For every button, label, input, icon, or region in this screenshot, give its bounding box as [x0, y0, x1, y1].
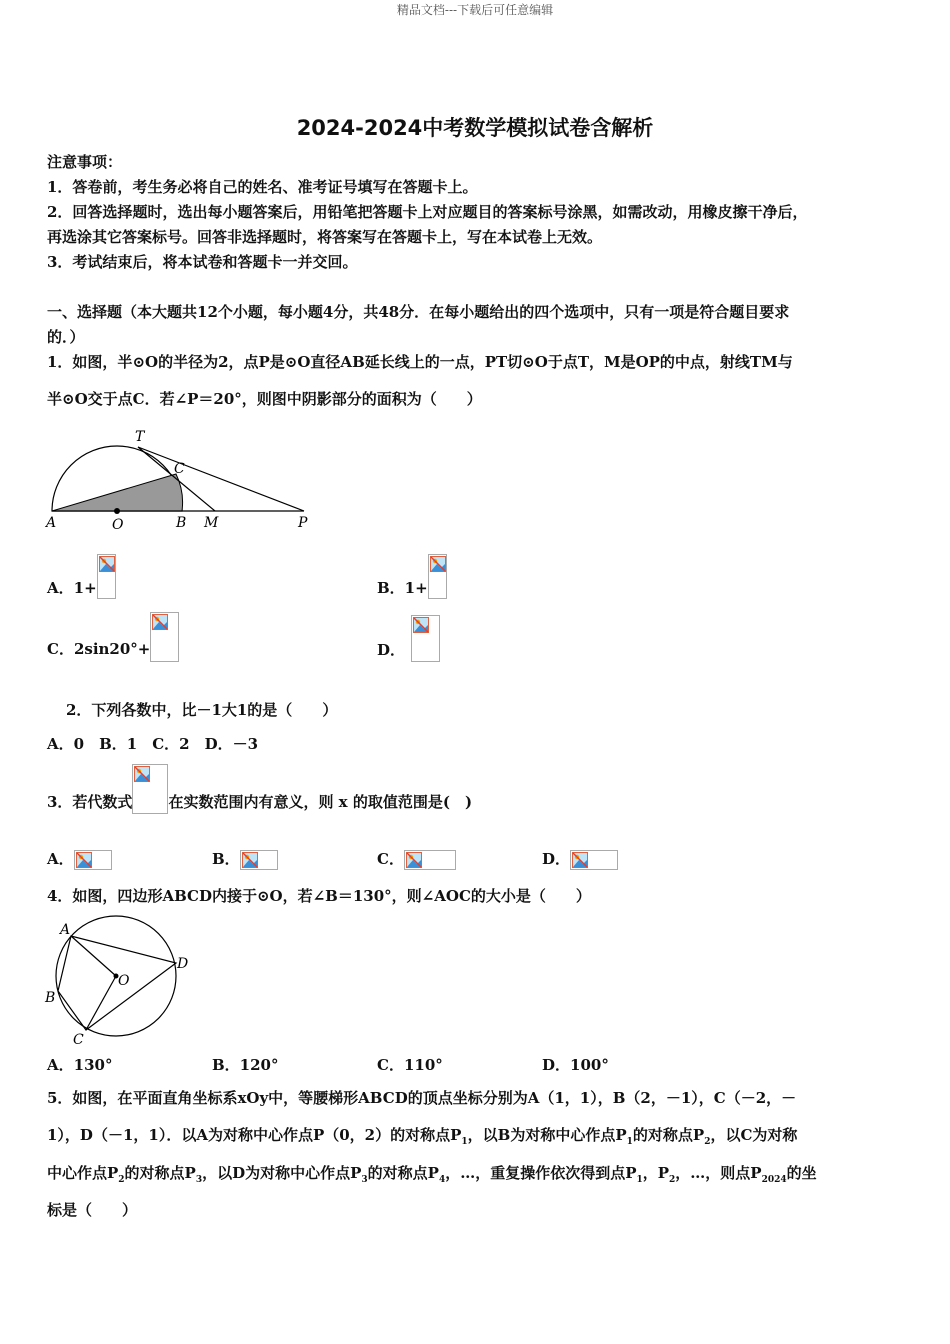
- q5-stem-line1: 5．如图，在平面直角坐标系xOy中，等腰梯形ABCD的顶点坐标分别为A（1，1），B（2，－1），C（－2，－: [47, 1089, 797, 1107]
- label-t: T: [135, 429, 145, 445]
- q1-option-d[interactable]: [377, 615, 440, 662]
- image-placeholder-icon: [132, 764, 168, 814]
- q3-option-d-label: D．: [542, 850, 571, 868]
- image-placeholder-icon: [150, 612, 179, 662]
- q3-option-a-label: A．: [47, 850, 74, 868]
- q1-option-a[interactable]: [47, 554, 116, 599]
- label-b: B: [176, 515, 187, 531]
- q2-options: A．0 B．1 C．2 D．－3: [47, 735, 259, 753]
- label-c: C: [174, 461, 185, 477]
- label-b: B: [45, 990, 56, 1006]
- q5-subscript: 2: [704, 1137, 711, 1147]
- q5-subscript: 4: [438, 1175, 446, 1185]
- q3-option-b[interactable]: [212, 848, 278, 870]
- q4-option-b[interactable]: B．120°: [212, 1056, 279, 1074]
- q5-text: ，…，重复操作依次得到点P: [445, 1164, 637, 1182]
- label-a: A: [46, 515, 57, 531]
- q5-subscript: 1: [461, 1137, 468, 1147]
- notice-item-1: 1．答卷前，考生务必将自己的姓名、准考证号填写在答题卡上。: [47, 178, 478, 196]
- label-c: C: [73, 1032, 84, 1048]
- q1-option-d-label: D．: [377, 641, 406, 659]
- q4-option-a[interactable]: A．130°: [47, 1056, 113, 1074]
- q5-text: ，以B为对称中心作点P: [467, 1126, 627, 1144]
- notice-item-2-cont: 再选涂其它答案标号。回答非选择题时，将答案写在答题卡上，写在本试卷上无效。: [47, 228, 603, 246]
- q4-stem: 4．如图，四边形ABCD内接于⊙O，若∠B＝130°，则∠AOC的大小是（ ）: [47, 887, 591, 905]
- label-o: O: [118, 973, 130, 989]
- label-p: P: [298, 515, 308, 531]
- image-placeholder-icon: [570, 850, 618, 870]
- page-header: 精品文档---下载后可任意编辑: [396, 3, 554, 17]
- q1-option-a-label: A．1+: [47, 579, 97, 597]
- notice-heading: 注意事项：: [47, 153, 123, 171]
- image-placeholder-icon: [428, 554, 447, 599]
- q5-subscript: 1: [626, 1137, 633, 1147]
- segment-oc: [86, 976, 116, 1030]
- image-placeholder-icon: [74, 850, 112, 870]
- q5-stem-line2: [47, 1125, 797, 1152]
- shaded-region: [52, 474, 183, 511]
- q3-stem-post: 在实数范围内有意义，则 x 的取值范围是( ): [168, 793, 473, 811]
- page-title: 2024-2024中考数学模拟试卷含解析: [296, 116, 654, 140]
- q3-stem: [47, 764, 472, 814]
- q5-text: 的坐: [786, 1164, 817, 1182]
- notice-item-2: 2．回答选择题时，选出每小题答案后，用铅笔把答题卡上对应题目的答案标号涂黑，如需改动，用橡皮擦干净后，: [47, 203, 808, 221]
- q3-option-d[interactable]: [542, 848, 618, 870]
- q1-option-c[interactable]: [47, 612, 179, 662]
- q1-option-b-label: B．1+: [377, 579, 428, 597]
- q3-option-b-label: B．: [212, 850, 240, 868]
- q5-subscript: 3: [361, 1175, 368, 1185]
- q5-subscript: 2024: [761, 1175, 787, 1185]
- q5-subscript: 2: [118, 1175, 125, 1185]
- q4-circle-figure: [40, 910, 200, 1050]
- notice-item-3: 3．考试结束后，将本试卷和答题卡一并交回。: [47, 253, 358, 271]
- q5-text: 的对称点P: [124, 1164, 196, 1182]
- q1-semicircle-figure: [40, 425, 330, 535]
- label-o: O: [112, 517, 124, 533]
- q5-text: ，…，则点P: [675, 1164, 762, 1182]
- label-d: D: [177, 956, 189, 972]
- q5-subscript: 1: [636, 1175, 643, 1185]
- label-m: M: [204, 515, 219, 531]
- q5-stem-line4: 标是（ ）: [47, 1201, 138, 1219]
- q1-stem-line1: 1．如图，半⊙O的半径为2，点P是⊙O直径AB延长线上的一点，PT切⊙O于点T，M是OP的中点，射线TM与: [47, 353, 793, 371]
- image-placeholder-icon: [240, 850, 278, 870]
- quadrilateral-abcd: [58, 936, 176, 1030]
- q3-option-c-label: C．: [377, 850, 404, 868]
- image-placeholder-icon: [97, 554, 116, 599]
- q5-text: 的对称点P: [367, 1164, 439, 1182]
- q5-text: 的对称点P: [632, 1126, 705, 1144]
- q5-text: 中心作点P: [47, 1164, 119, 1182]
- image-placeholder-icon: [404, 850, 456, 870]
- section-heading: 一、选择题（本大题共12个小题，每小题4分，共48分．在每小题给出的四个选项中，只有一项是符合题目要求: [47, 303, 790, 321]
- label-a: A: [60, 922, 71, 938]
- center-point-o: [114, 508, 120, 514]
- image-placeholder-icon: [411, 615, 440, 662]
- q1-stem-line2: 半⊙O交于点C．若∠P＝20°，则图中阴影部分的面积为（ ）: [47, 390, 482, 408]
- q3-option-a[interactable]: [47, 848, 112, 870]
- q3-stem-pre: 3．若代数式: [47, 793, 133, 811]
- q5-subscript: 3: [195, 1175, 203, 1185]
- q5-text: 1），D（－1，1）．以A为对称中心作点P（0，2）的对称点P: [47, 1126, 462, 1144]
- q5-stem-line3: [47, 1163, 817, 1190]
- q3-option-c[interactable]: [377, 848, 456, 870]
- q5-text: ，P: [642, 1164, 670, 1182]
- q2-stem: 2．下列各数中，比－1大1的是（ ）: [66, 701, 338, 719]
- q4-option-c[interactable]: C．110°: [377, 1056, 443, 1074]
- q1-option-c-label: C．2sin20°+: [47, 640, 151, 658]
- q5-text: ，以C为对称: [710, 1126, 798, 1144]
- q5-text: ，以D为对称中心作点P: [202, 1164, 362, 1182]
- q4-option-d[interactable]: D．100°: [542, 1056, 609, 1074]
- section-heading-cont: 的．）: [47, 328, 85, 346]
- q1-option-b[interactable]: [377, 554, 447, 599]
- q5-subscript: 2: [669, 1175, 676, 1185]
